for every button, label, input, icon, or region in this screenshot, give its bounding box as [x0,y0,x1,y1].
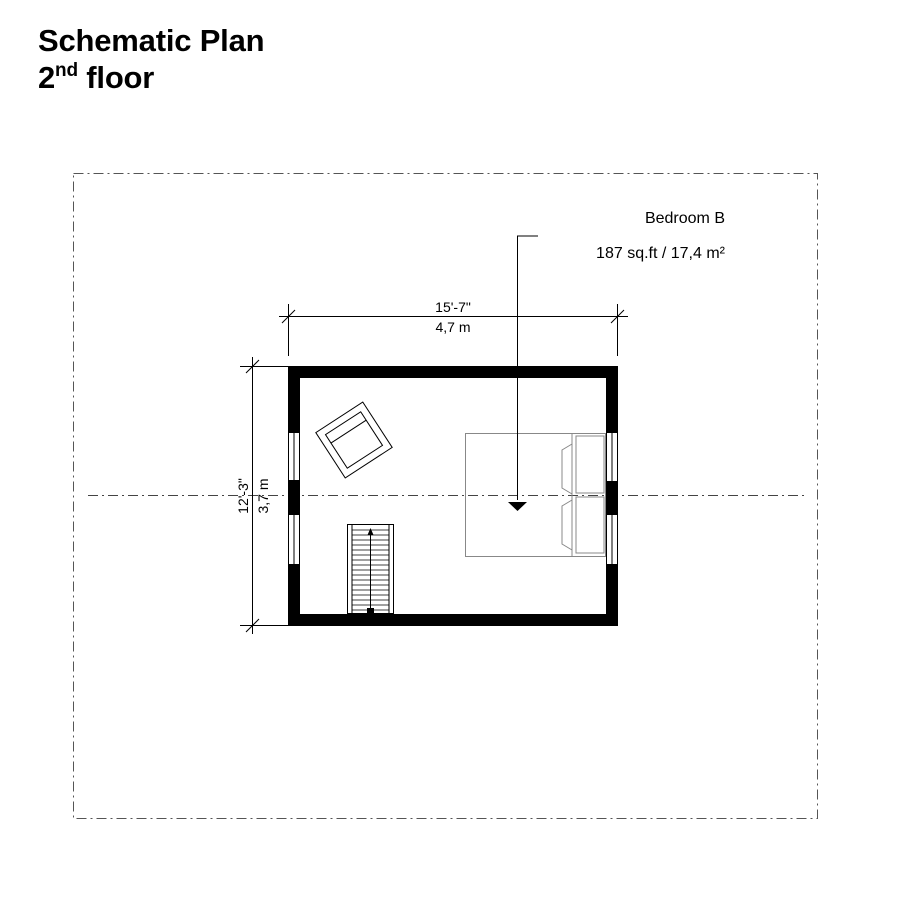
window [289,514,300,565]
window [607,514,618,565]
depth-metric-label: 3,7 m [255,478,271,514]
title-line-1: Schematic Plan [38,23,265,58]
floor-word: floor [86,60,155,95]
roof-outline [74,174,818,819]
room-area: 187 sq.ft / 17,4 m² [596,245,725,262]
floor-ordinal-suffix: nd [55,60,78,81]
staircase-symbol [348,525,394,615]
window [289,432,300,481]
section-marker-arrow [508,502,527,511]
armchair-symbol [316,402,392,478]
stair-start-mark [367,608,374,614]
window [607,432,618,482]
width-imperial-label: 15'-7" [435,299,471,315]
floor-number: 2 [38,60,56,95]
room-name: Bedroom B [644,210,725,227]
depth-imperial-label: 12'-3" [235,478,251,514]
stair-direction-arrow [368,528,374,535]
width-metric-label: 4,7 m [435,319,471,335]
